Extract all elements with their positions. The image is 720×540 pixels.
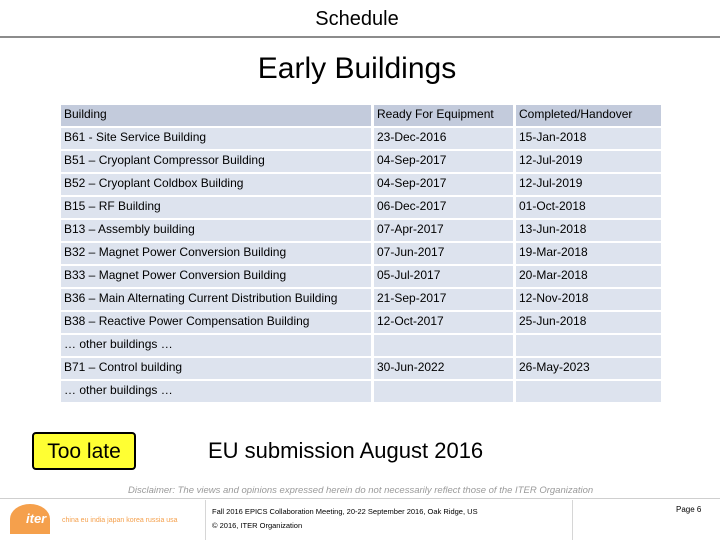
cell-text: 01-Oct-2018 <box>519 199 586 213</box>
table-cell <box>374 381 516 402</box>
table-row <box>61 174 661 195</box>
header-title: Schedule <box>315 8 399 30</box>
table-cell <box>61 312 374 333</box>
cell-text: B52 – Cryoplant Coldbox Building <box>64 176 244 190</box>
member-list: china eu india japan korea russia usa <box>62 517 178 524</box>
cell-text: B38 – Reactive Power Compensation Building <box>64 314 310 328</box>
footer-meeting-box <box>205 500 573 540</box>
table-row <box>61 197 661 218</box>
cell-text: B61 - Site Service Building <box>64 130 207 144</box>
table-cell <box>61 151 374 172</box>
cell-text: 30-Jun-2022 <box>377 360 445 374</box>
cell-text: B15 – RF Building <box>64 199 161 213</box>
table-cell <box>374 266 516 287</box>
cell-text: 26-May-2023 <box>519 360 590 374</box>
table-cell <box>374 220 516 241</box>
table-cell <box>374 197 516 218</box>
column-header <box>61 105 374 126</box>
cell-text: 04-Sep-2017 <box>377 153 447 167</box>
table-row <box>61 220 661 241</box>
table-cell <box>516 174 661 195</box>
slide-title: Early Buildings <box>257 52 457 85</box>
table-cell <box>374 312 516 333</box>
table-cell <box>61 289 374 310</box>
disclaimer: Disclaimer: The views and opinions expressed herein do not necessarily reflect those of the ITER Organization <box>128 485 594 496</box>
cell-text: 19-Mar-2018 <box>519 245 588 259</box>
table-header-row <box>61 105 661 126</box>
table-cell <box>516 197 661 218</box>
cell-text: 15-Jan-2018 <box>519 130 587 144</box>
table-cell <box>61 335 374 356</box>
table-row <box>61 335 661 356</box>
table-cell <box>61 220 374 241</box>
table-cell <box>61 128 374 149</box>
cell-text <box>377 381 513 383</box>
table-cell <box>61 381 374 402</box>
cell-text: B51 – Cryoplant Compressor Building <box>64 153 265 167</box>
cell-text <box>377 335 513 337</box>
cell-text: 04-Sep-2017 <box>377 176 447 190</box>
table-cell <box>516 266 661 287</box>
cell-text: B33 – Magnet Power Conversion Building <box>64 268 287 282</box>
cell-text: 12-Oct-2017 <box>377 314 444 328</box>
table-cell <box>516 312 661 333</box>
table-row <box>61 312 661 333</box>
cell-text: 25-Jun-2018 <box>519 314 587 328</box>
cell-text: B71 – Control building <box>64 360 183 374</box>
cell-text: 06-Dec-2017 <box>377 199 447 213</box>
table-cell <box>374 128 516 149</box>
cell-text: 23-Dec-2016 <box>377 130 447 144</box>
cell-text <box>519 335 661 337</box>
table-cell <box>61 197 374 218</box>
table-cell <box>516 289 661 310</box>
table-row <box>61 358 661 379</box>
table-cell <box>516 128 661 149</box>
table-cell <box>374 335 516 356</box>
table-cell <box>61 266 374 287</box>
cell-text: Completed/Handover <box>519 107 633 121</box>
table-cell <box>516 243 661 264</box>
page-number: Page 6 <box>676 505 702 514</box>
eu-submission-note: EU submission August 2016 <box>208 438 484 463</box>
table-cell <box>374 358 516 379</box>
cell-text: Building <box>64 107 107 121</box>
cell-text: 20-Mar-2018 <box>519 268 588 282</box>
table-row <box>61 243 661 264</box>
copyright: © 2016, ITER Organization <box>212 521 303 530</box>
table-cell <box>61 174 374 195</box>
header-divider <box>0 36 720 38</box>
cell-text: B13 – Assembly building <box>64 222 195 236</box>
table-row <box>61 266 661 287</box>
cell-text: 13-Jun-2018 <box>519 222 587 236</box>
table-cell <box>374 289 516 310</box>
table-row <box>61 128 661 149</box>
too-late-callout: Too late <box>32 432 136 470</box>
table-row <box>61 289 661 310</box>
cell-text <box>519 381 661 383</box>
table-cell <box>516 220 661 241</box>
cell-text: Ready For Equipment <box>377 107 494 121</box>
cell-text: B32 – Magnet Power Conversion Building <box>64 245 287 259</box>
logo-text: iter <box>26 511 47 526</box>
table-row <box>61 381 661 402</box>
footer-divider <box>0 498 720 499</box>
table-cell <box>516 335 661 356</box>
cell-text: 07-Apr-2017 <box>377 222 444 236</box>
cell-text: 12-Nov-2018 <box>519 291 589 305</box>
table-cell <box>516 381 661 402</box>
cell-text: 05-Jul-2017 <box>377 268 441 282</box>
table-cell <box>516 151 661 172</box>
cell-text: … other buildings … <box>64 337 173 351</box>
cell-text: 07-Jun-2017 <box>377 245 445 259</box>
table-cell <box>374 174 516 195</box>
meeting-info: Fall 2016 EPICS Collaboration Meeting, 20-22 September 2016, Oak Ridge, US <box>212 507 478 516</box>
table-cell <box>374 151 516 172</box>
cell-text: … other buildings … <box>64 383 173 397</box>
schedule-table <box>61 103 661 404</box>
table-cell <box>516 358 661 379</box>
table-row <box>61 151 661 172</box>
cell-text: B36 – Main Alternating Current Distribution Building <box>64 291 338 305</box>
cell-text: 12-Jul-2019 <box>519 176 583 190</box>
table-cell <box>61 358 374 379</box>
cell-text: 21-Sep-2017 <box>377 291 447 305</box>
table-cell <box>61 243 374 264</box>
table-cell <box>374 243 516 264</box>
cell-text: 12-Jul-2019 <box>519 153 583 167</box>
column-header <box>516 105 661 126</box>
column-header <box>374 105 516 126</box>
